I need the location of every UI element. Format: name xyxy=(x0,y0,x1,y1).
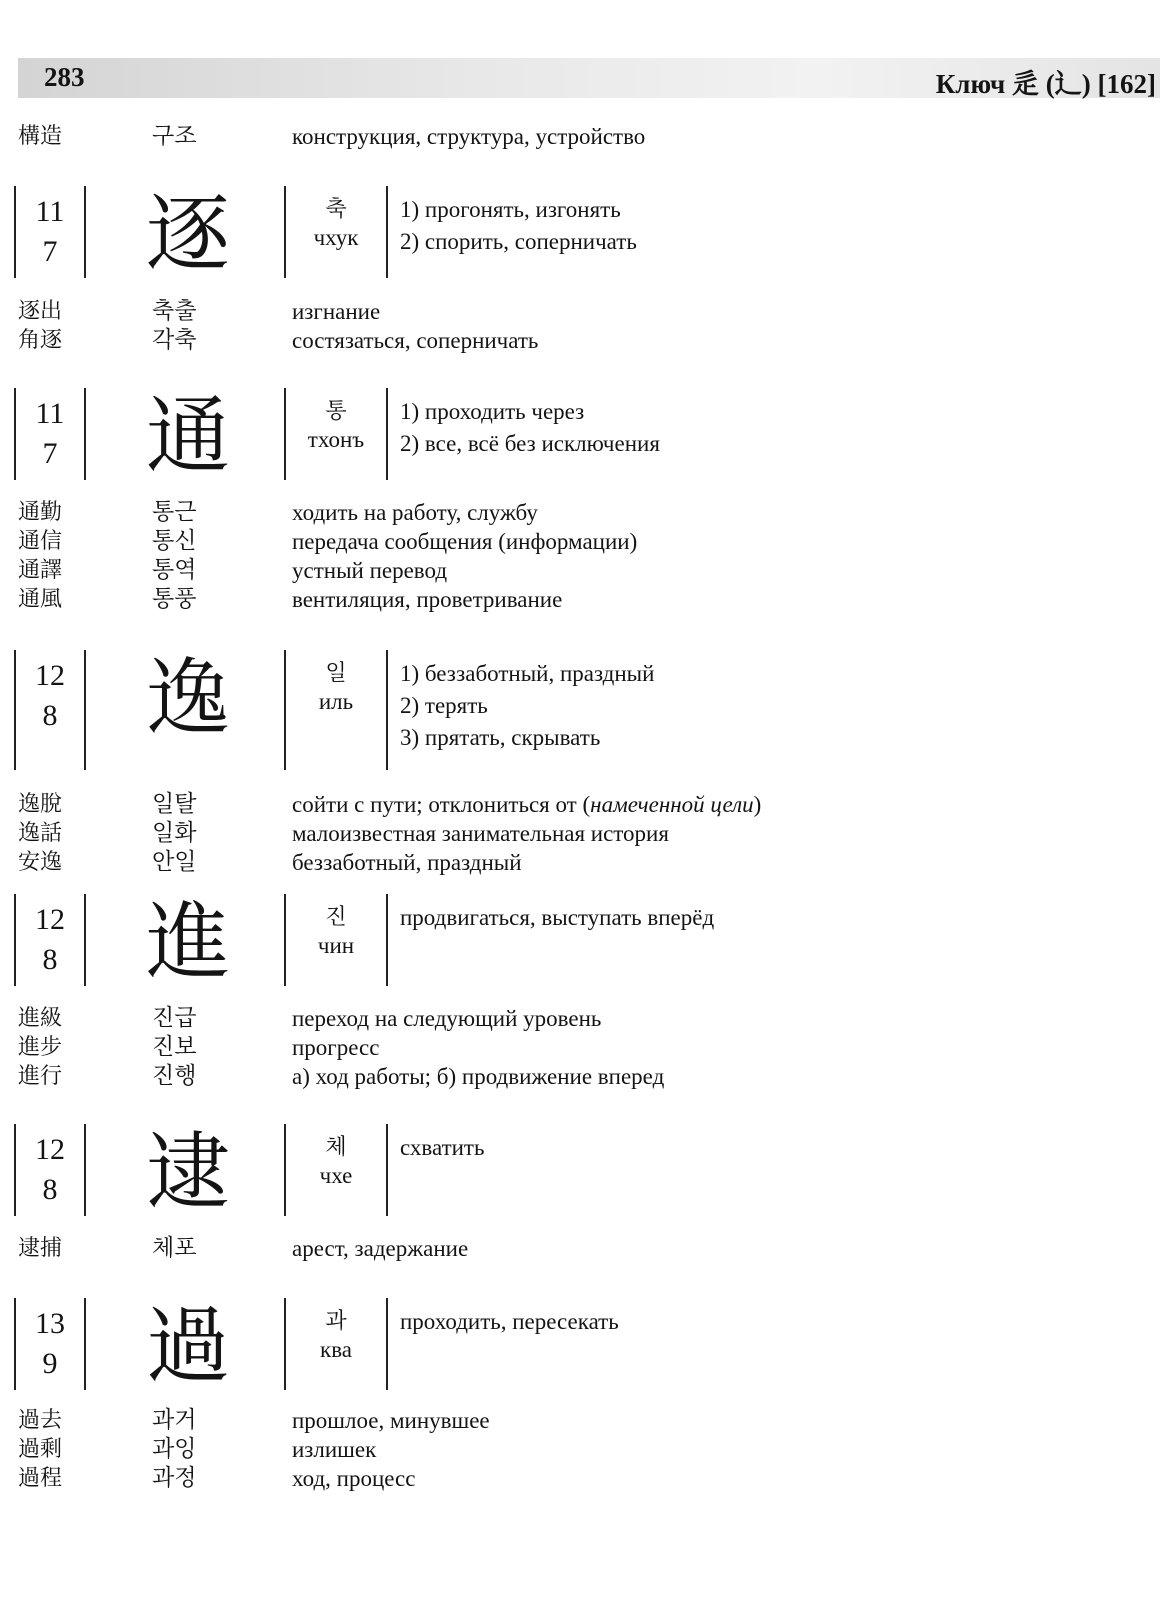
reading-cyrillic: иль xyxy=(318,689,354,714)
reading-box xyxy=(284,1124,388,1216)
compound-hanja: 通風 xyxy=(18,587,63,612)
stroke-total: 12 xyxy=(35,659,65,692)
compound-hangul: 과거 xyxy=(152,1407,197,1433)
stroke-radical: 8 xyxy=(42,1173,58,1206)
headword-character: 逐 xyxy=(145,185,230,283)
compound-meaning: изгнание xyxy=(292,299,381,324)
compound-hanja: 構造 xyxy=(18,124,63,149)
stroke-radical: 9 xyxy=(42,1347,58,1380)
compound-meaning: передача сообщения (информации) xyxy=(292,529,638,554)
headword-character: 逮 xyxy=(145,1123,230,1221)
stroke-total: 13 xyxy=(35,1307,65,1340)
compound-hangul: 과잉 xyxy=(152,1436,197,1462)
compound-meaning: конструкция, структура, устройство xyxy=(292,124,646,149)
compound-row xyxy=(18,556,1138,585)
compound-meaning: прошлое, минувшее xyxy=(292,1408,490,1433)
headword-character: 過 xyxy=(145,1297,230,1395)
compound-row xyxy=(18,1004,1138,1033)
stroke-radical: 7 xyxy=(42,235,58,268)
page-number: 283 xyxy=(44,62,85,92)
compound-meaning: а) ход работы; б) продвижение вперед xyxy=(292,1064,665,1089)
compound-hangul: 통풍 xyxy=(152,586,197,612)
compound-row xyxy=(18,498,1138,527)
compound-meaning: устный перевод xyxy=(292,558,448,583)
meaning-list xyxy=(400,1132,484,1164)
stroke-total: 11 xyxy=(35,397,65,430)
compound-hangul: 체포 xyxy=(152,1235,197,1261)
compound-hanja: 進步 xyxy=(18,1035,63,1060)
compound-meaning: ходить на работу, службу xyxy=(292,500,538,525)
compound-hangul: 진급 xyxy=(152,1005,197,1031)
compound-meaning: прогресс xyxy=(292,1035,380,1060)
stroke-total: 12 xyxy=(35,903,65,936)
compound-list xyxy=(18,297,1138,355)
reading-cyrillic: тхонъ xyxy=(307,427,365,452)
compound-row xyxy=(18,122,1138,151)
compound-list xyxy=(18,790,1138,877)
compound-row xyxy=(18,585,1138,614)
meaning-item: продвигаться, выступать вперёд xyxy=(400,905,715,930)
meaning-item: 3) прятать, скрывать xyxy=(400,725,601,750)
compound-hanja: 過去 xyxy=(18,1408,63,1433)
compound-meaning: беззаботный, праздный xyxy=(292,850,522,875)
compound-row xyxy=(18,326,1138,355)
reading-cyrillic: ква xyxy=(320,1337,352,1362)
compound-hangul: 통근 xyxy=(152,499,197,525)
compound-meaning: малоизвестная занимательная история xyxy=(292,821,669,846)
headword-character: 通 xyxy=(145,387,230,485)
meaning-item: 2) все, всё без исключения xyxy=(400,431,660,456)
reading-box xyxy=(284,894,388,986)
reading-box xyxy=(284,650,388,770)
compound-hangul: 진행 xyxy=(152,1063,197,1089)
stroke-radical: 7 xyxy=(42,437,58,470)
compound-hanja: 通勤 xyxy=(18,500,63,525)
compound-hangul: 진보 xyxy=(152,1034,197,1060)
compound-row xyxy=(18,1062,1138,1091)
meaning-item: 1) проходить через xyxy=(400,399,585,424)
stroke-radical: 8 xyxy=(42,699,58,732)
compound-row xyxy=(18,1406,1138,1435)
compound-list-top xyxy=(18,122,1138,151)
compound-hanja: 通譯 xyxy=(18,558,63,583)
stroke-count-box xyxy=(14,1298,86,1390)
compound-hanja: 過程 xyxy=(18,1466,63,1491)
reading-hangul: 일 xyxy=(325,661,347,686)
headword-character: 逸 xyxy=(145,649,230,747)
reading-cyrillic: чин xyxy=(317,933,355,958)
compound-meaning: вентиляция, проветривание xyxy=(292,587,563,612)
compound-row xyxy=(18,1033,1138,1062)
compound-hanja: 逸話 xyxy=(18,821,63,846)
compound-meaning: ход, процесс xyxy=(292,1466,416,1491)
reading-hangul: 진 xyxy=(325,905,347,930)
reading-hangul: 체 xyxy=(325,1135,347,1160)
compound-hanja: 過剩 xyxy=(18,1437,63,1462)
running-head: Ключ 辵 (辶) [162] xyxy=(935,69,1156,99)
compound-hangul: 일화 xyxy=(152,820,197,846)
compound-meaning: излишек xyxy=(292,1437,377,1462)
stroke-count-box xyxy=(14,894,86,986)
meaning-italic: намеченной цели xyxy=(590,792,754,817)
compound-list xyxy=(18,1406,1138,1493)
reading-hangul: 통 xyxy=(325,399,347,424)
meaning-list xyxy=(400,902,714,934)
compound-hangul: 안일 xyxy=(152,849,197,875)
page-header xyxy=(18,58,1160,98)
meaning-item: 1) прогонять, изгонять xyxy=(400,197,621,222)
compound-hangul: 구조 xyxy=(152,123,197,149)
compound-hanja: 逐出 xyxy=(18,299,63,324)
compound-hangul: 통역 xyxy=(152,557,197,583)
compound-hanja: 通信 xyxy=(18,529,63,554)
stroke-count-box xyxy=(14,186,86,278)
compound-row xyxy=(18,790,1138,819)
compound-row xyxy=(18,297,1138,326)
compound-list xyxy=(18,1234,1138,1263)
reading-box xyxy=(284,186,388,278)
compound-row xyxy=(18,848,1138,877)
compound-meaning: сойти с пути; отклониться от (намеченной цели) xyxy=(292,792,762,817)
compound-hanja: 角逐 xyxy=(18,328,63,353)
compound-hangul: 축출 xyxy=(152,298,197,324)
meaning-item: 2) терять xyxy=(400,693,488,718)
compound-meaning: состязаться, соперничать xyxy=(292,328,539,353)
stroke-radical: 8 xyxy=(42,943,58,976)
compound-hanja: 安逸 xyxy=(18,850,63,875)
meaning-list xyxy=(400,658,654,754)
compound-hangul: 통신 xyxy=(152,528,197,554)
compound-hangul: 일탈 xyxy=(152,791,197,817)
compound-hangul: 각축 xyxy=(152,327,197,353)
reading-box xyxy=(284,1298,388,1390)
meaning-item: 1) беззаботный, праздный xyxy=(400,661,655,686)
compound-row xyxy=(18,1435,1138,1464)
compound-hanja: 逸脫 xyxy=(18,792,63,817)
stroke-total: 12 xyxy=(35,1133,65,1166)
compound-list xyxy=(18,1004,1138,1091)
reading-box xyxy=(284,388,388,480)
meaning-list xyxy=(400,396,660,460)
stroke-count-box xyxy=(14,1124,86,1216)
reading-cyrillic: чхе xyxy=(319,1163,353,1188)
stroke-total: 11 xyxy=(35,195,65,228)
compound-hanja: 進級 xyxy=(18,1006,63,1031)
compound-meaning: арест, задержание xyxy=(292,1236,469,1261)
reading-hangul: 축 xyxy=(325,197,347,222)
compound-hangul: 과정 xyxy=(152,1465,197,1491)
meaning-item: 2) спорить, соперничать xyxy=(400,229,637,254)
meaning-item: схватить xyxy=(400,1135,485,1160)
reading-cyrillic: чхук xyxy=(313,225,359,250)
compound-meaning: переход на следующий уровень xyxy=(292,1006,602,1031)
stroke-count-box xyxy=(14,650,86,770)
compound-row xyxy=(18,1234,1138,1263)
compound-row xyxy=(18,1464,1138,1493)
headword-character: 進 xyxy=(145,893,230,991)
reading-hangul: 과 xyxy=(325,1309,347,1334)
meaning-item: проходить, пересекать xyxy=(400,1309,619,1334)
stroke-count-box xyxy=(14,388,86,480)
meaning-list xyxy=(400,194,637,258)
compound-hanja: 進行 xyxy=(18,1064,63,1089)
compound-row xyxy=(18,819,1138,848)
compound-row xyxy=(18,527,1138,556)
compound-hanja: 逮捕 xyxy=(18,1236,63,1261)
compound-list xyxy=(18,498,1138,614)
meaning-list xyxy=(400,1306,619,1338)
